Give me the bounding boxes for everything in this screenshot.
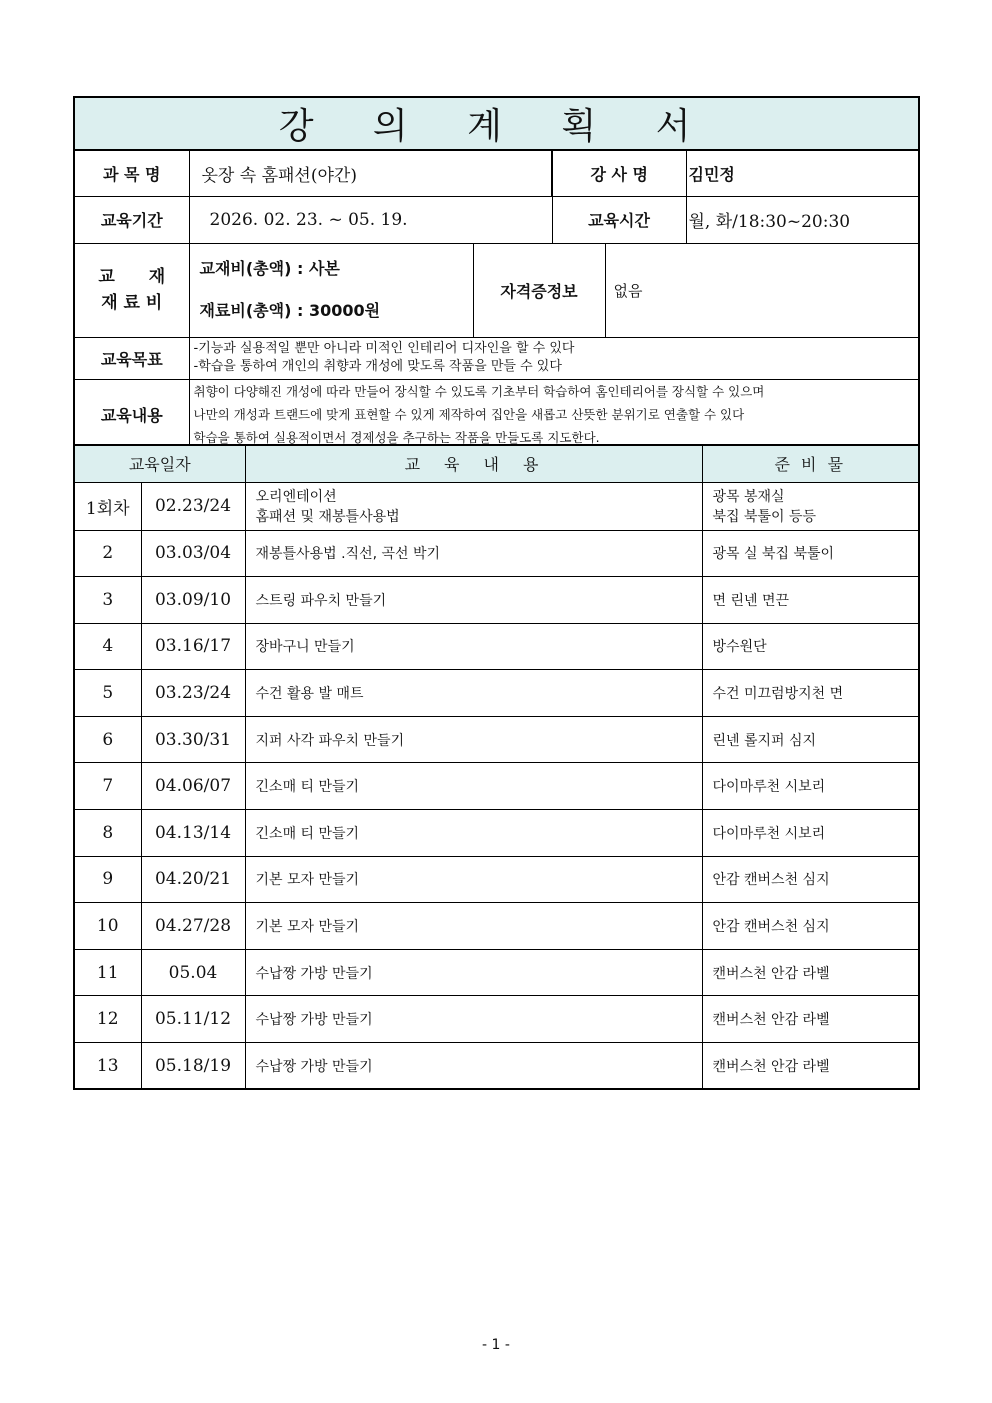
goal-line: -학습을 통하여 개인의 취향과 개성에 맞도록 작품을 만들 수 있다 xyxy=(193,359,562,374)
material-line: 방수원단 xyxy=(712,639,767,656)
session-date: 03.23/24 xyxy=(141,670,245,717)
material-line: 캔버스천 안감 라벨 xyxy=(712,1058,830,1075)
session-number: 2 xyxy=(74,530,141,577)
session-number: 1회차 xyxy=(74,482,141,530)
goal-text xyxy=(189,337,919,379)
session-materials xyxy=(702,810,919,857)
session-number: 9 xyxy=(74,856,141,903)
material-label-line-2: 재 료 비 xyxy=(101,293,163,313)
session-date: 05.11/12 xyxy=(141,996,245,1043)
session-number: 11 xyxy=(74,949,141,996)
course-info-table xyxy=(73,96,920,451)
content-line: 수납짱 가방 만들기 xyxy=(255,965,373,982)
content-line: 긴소매 티 만들기 xyxy=(255,779,360,796)
session-materials xyxy=(702,903,919,950)
table-row xyxy=(74,716,919,763)
time-label: 교육시간 xyxy=(552,196,686,243)
session-date: 05.04 xyxy=(141,949,245,996)
content-label: 교육내용 xyxy=(74,379,189,450)
content-line: 재봉틀사용법 .직선, 곡선 박기 xyxy=(255,546,441,563)
session-date: 03.09/10 xyxy=(141,577,245,624)
table-row xyxy=(74,623,919,670)
session-content xyxy=(245,482,702,530)
table-row xyxy=(74,949,919,996)
content-line: 오리엔테이션 xyxy=(255,489,337,505)
table-row xyxy=(74,810,919,857)
material-line: 캔버스천 안감 라벨 xyxy=(712,965,830,982)
material-line: 안감 캔버스천 심지 xyxy=(712,919,830,936)
content-line: 기본 모자 만들기 xyxy=(255,919,360,936)
session-number: 8 xyxy=(74,810,141,857)
session-materials xyxy=(702,716,919,763)
table-row xyxy=(74,996,919,1043)
table-row xyxy=(74,577,919,624)
session-number: 12 xyxy=(74,996,141,1043)
session-content xyxy=(245,810,702,857)
content-line: 수납짱 가방 만들기 xyxy=(255,1058,373,1075)
content-line: 학습을 통하여 실용적이면서 경제성을 추구하는 작품을 만들도록 지도한다. xyxy=(193,429,600,445)
session-materials xyxy=(702,530,919,577)
content-line: 장바구니 만들기 xyxy=(255,639,355,656)
goal-label: 교육목표 xyxy=(74,337,189,379)
session-date: 02.23/24 xyxy=(141,482,245,530)
content-text xyxy=(189,379,919,450)
content-line: 스트링 파우치 만들기 xyxy=(255,592,387,609)
fee-cell xyxy=(189,243,473,337)
content-line: 지퍼 사각 파우치 만들기 xyxy=(255,732,405,749)
session-content xyxy=(245,670,702,717)
table-row xyxy=(74,482,919,530)
session-date: 05.18/19 xyxy=(141,1043,245,1090)
material-line: 린넨 롤지퍼 심지 xyxy=(712,732,817,749)
session-content xyxy=(245,949,702,996)
content-line: 수납짱 가방 만들기 xyxy=(255,1012,373,1029)
session-date: 04.27/28 xyxy=(141,903,245,950)
session-date: 04.13/14 xyxy=(141,810,245,857)
table-row xyxy=(74,856,919,903)
table-row xyxy=(74,670,919,717)
session-materials xyxy=(702,996,919,1043)
material-line: 면 린넨 면끈 xyxy=(712,592,790,609)
material-line: 수건 미끄럼방지천 면 xyxy=(712,686,844,703)
session-number: 13 xyxy=(74,1043,141,1090)
session-number: 6 xyxy=(74,716,141,763)
content-line: 취향이 다양해진 개성에 따라 만들어 장식할 수 있도록 기초부터 학습하여 홈인테리어를 장식할 수 있으며 xyxy=(193,383,765,399)
subject-value: 옷장 속 홈패션(야간) xyxy=(189,150,552,196)
content-line: 홈패션 및 재봉틀사용법 xyxy=(255,509,400,525)
session-number: 7 xyxy=(74,763,141,810)
material-line: 광목 봉재실 xyxy=(712,489,785,505)
material-line: 안감 캔버스천 심지 xyxy=(712,872,830,889)
session-materials xyxy=(702,482,919,530)
session-date: 03.30/31 xyxy=(141,716,245,763)
session-number: 10 xyxy=(74,903,141,950)
session-materials xyxy=(702,1043,919,1090)
time-value: 월, 화/18:30~20:30 xyxy=(686,196,919,243)
session-content xyxy=(245,577,702,624)
material-fee: 재료비(총액) : 30000원 xyxy=(199,301,381,320)
content-line: 기본 모자 만들기 xyxy=(255,872,360,889)
session-content xyxy=(245,716,702,763)
session-date: 03.16/17 xyxy=(141,623,245,670)
session-number: 4 xyxy=(74,623,141,670)
table-row xyxy=(74,903,919,950)
session-content xyxy=(245,530,702,577)
session-date: 04.20/21 xyxy=(141,856,245,903)
session-materials xyxy=(702,856,919,903)
textbook-fee: 교재비(총액) : 사본 xyxy=(199,259,340,278)
material-line: 다이마루천 시보리 xyxy=(712,825,826,842)
goal-line: -기능과 실용적일 뿐만 아니라 미적인 인테리어 디자인을 할 수 있다 xyxy=(193,341,575,356)
instructor-value: 김민정 xyxy=(686,150,919,196)
session-number: 5 xyxy=(74,670,141,717)
header-materials: 준 비 물 xyxy=(702,445,919,482)
material-line: 광목 실 북집 북툴이 xyxy=(712,546,835,563)
session-materials xyxy=(702,949,919,996)
period-value: 2026. 02. 23. ~ 05. 19. xyxy=(189,196,552,243)
material-label xyxy=(74,243,189,337)
content-line: 나만의 개성과 트랜드에 맞게 표현할 수 있게 제작하여 집안을 새롭고 산뜻한 분위기로 연출할 수 있다 xyxy=(193,406,745,422)
schedule-body xyxy=(74,482,919,1089)
period-label: 교육기간 xyxy=(74,196,189,243)
session-content xyxy=(245,856,702,903)
session-number: 3 xyxy=(74,577,141,624)
cert-label: 자격증정보 xyxy=(473,243,605,337)
header-date: 교육일자 xyxy=(74,445,245,482)
session-materials xyxy=(702,763,919,810)
material-label-line-1: 교 재 xyxy=(98,267,166,287)
table-row xyxy=(74,530,919,577)
table-row xyxy=(74,763,919,810)
instructor-label: 강 사 명 xyxy=(552,150,686,196)
page-title: 강 의 계 획 서 xyxy=(74,97,919,150)
session-materials xyxy=(702,577,919,624)
session-date: 04.06/07 xyxy=(141,763,245,810)
content-line: 긴소매 티 만들기 xyxy=(255,825,360,842)
content-line: 수건 활용 발 매트 xyxy=(255,686,364,703)
material-line: 캔버스천 안감 라벨 xyxy=(712,1012,830,1029)
page-number: - 1 - xyxy=(482,1337,510,1353)
session-content xyxy=(245,623,702,670)
subject-label: 과 목 명 xyxy=(74,150,189,196)
session-content xyxy=(245,996,702,1043)
table-row xyxy=(74,1043,919,1090)
material-line: 다이마루천 시보리 xyxy=(712,779,826,796)
header-content: 교 육 내 용 xyxy=(245,445,702,482)
session-materials xyxy=(702,670,919,717)
session-content xyxy=(245,1043,702,1090)
session-materials xyxy=(702,623,919,670)
session-content xyxy=(245,763,702,810)
cert-value: 없음 xyxy=(605,243,919,337)
session-date: 03.03/04 xyxy=(141,530,245,577)
session-content xyxy=(245,903,702,950)
schedule-table xyxy=(73,444,920,1090)
material-line: 북집 북툴이 등등 xyxy=(712,509,817,525)
